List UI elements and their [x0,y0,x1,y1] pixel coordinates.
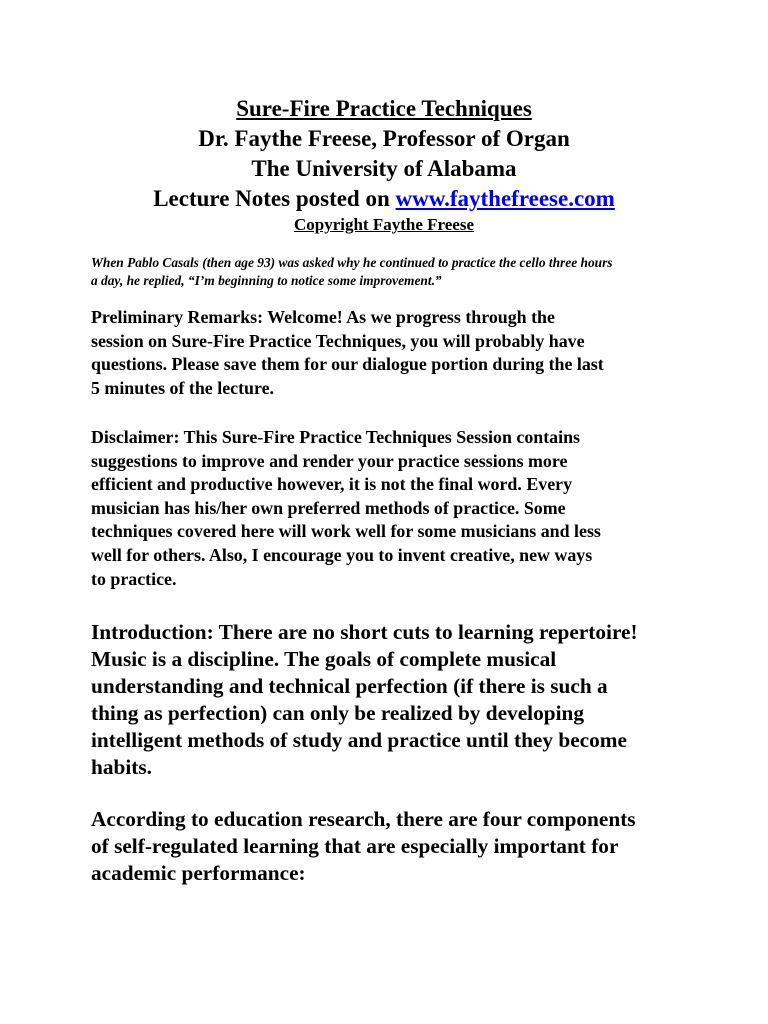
disclaimer-paragraph [91,426,691,591]
paragraph-line: well for others. Also, I encourage you to invent creative, new ways [91,544,593,565]
quote-line: When Pablo Casals (then age 93) was asked why he continued to practice the cello three hours [91,255,613,270]
paragraph-line: Music is a discipline. The goals of complete musical [91,647,557,671]
preliminary-remarks-paragraph [91,306,691,400]
introduction-paragraph [91,619,691,781]
paragraph-line: habits. [91,755,152,779]
paragraph-line: musician has his/her own preferred methods of practice. Some [91,497,566,518]
copyright-line: Copyright Faythe Freese [293,215,475,234]
paragraph-line: intelligent methods of study and practice until they become [91,728,627,752]
paragraph-line: Introduction: There are no short cuts to learning repertoire! [91,620,638,644]
paragraph-line: session on Sure-Fire Practice Techniques, you will probably have [91,330,585,351]
website-link[interactable]: www.faythefreese.com [395,186,615,211]
paragraph-line: thing as perfection) can only be realized by developing [91,701,584,725]
document-header [0,94,768,236]
paragraph-line: academic performance: [91,861,306,885]
paragraph-line: of self-regulated learning that are especially important for [91,834,619,858]
lecture-notes-prefix: Lecture Notes posted on [153,186,396,211]
paragraph-line: techniques covered here will work well for some musicians and less [91,521,601,542]
research-paragraph [91,806,691,887]
paragraph-line: to practice. [91,568,177,589]
paragraph-line: efficient and productive however, it is not the final word. Every [91,474,573,495]
institution-line: The University of Alabama [251,156,517,181]
author-line: Dr. Faythe Freese, Professor of Organ [198,126,570,151]
paragraph-line: Preliminary Remarks: Welcome! As we progress through the [91,307,555,327]
paragraph-line: questions. Please save them for our dialogue portion during the last [91,354,604,375]
paragraph-line: understanding and technical perfection (if there is such a [91,674,608,698]
document-title: Sure-Fire Practice Techniques [236,96,532,121]
lecture-notes-line [0,184,768,214]
paragraph-line: 5 minutes of the lecture. [91,377,275,398]
casals-quote [91,254,691,290]
paragraph-line: suggestions to improve and render your practice sessions more [91,450,568,471]
paragraph-line: According to education research, there are four components [91,807,636,831]
paragraph-line: Disclaimer: This Sure-Fire Practice Techniques Session contains [91,427,581,447]
quote-line: a day, he replied, “I’m beginning to notice some improvement.” [91,273,442,288]
